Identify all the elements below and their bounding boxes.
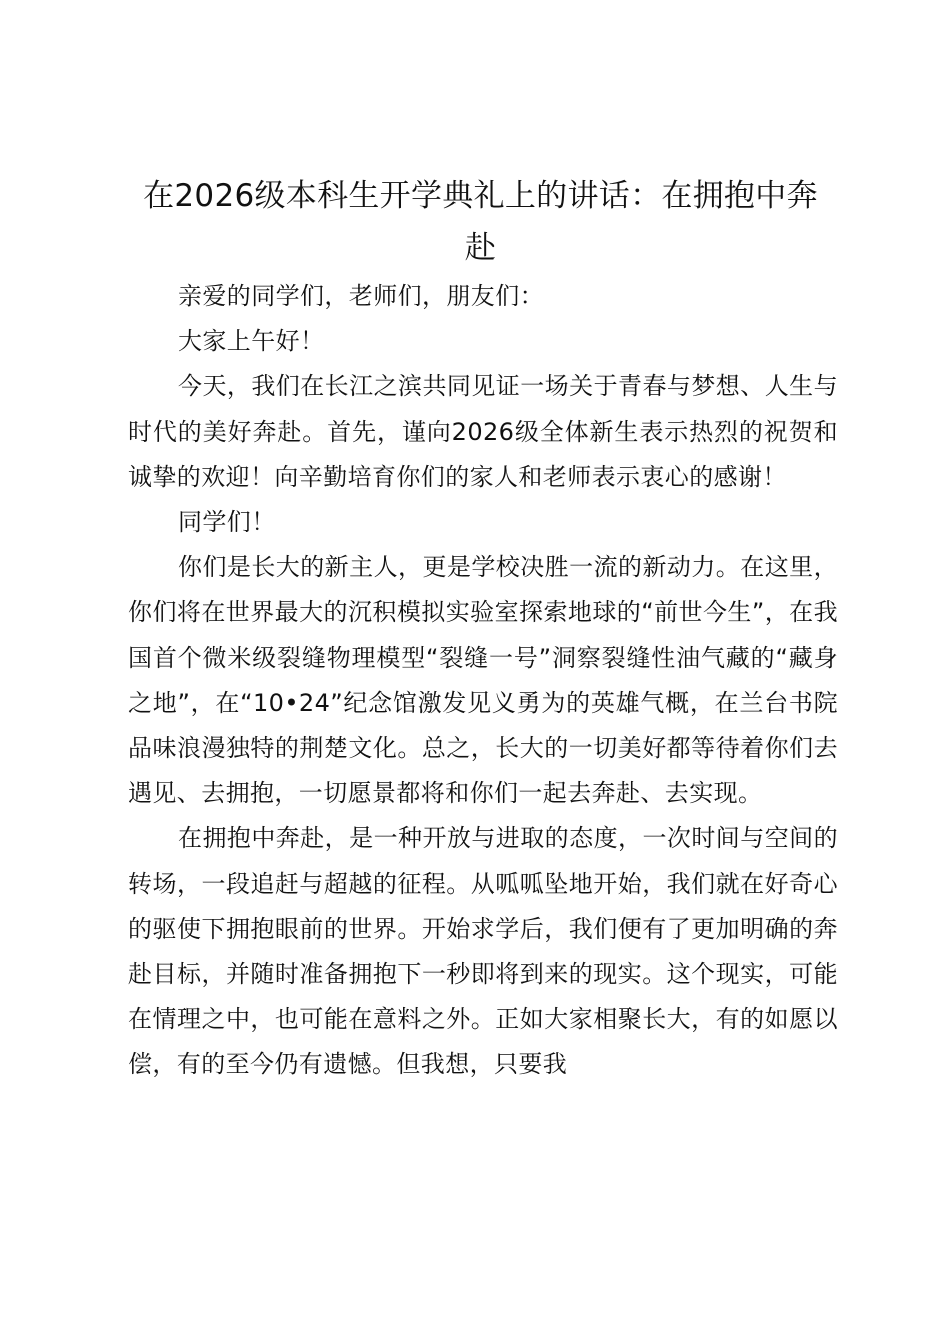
paragraph-greeting: 大家上午好！ [178, 327, 325, 356]
paragraph-new-masters: 你们是长大的新主人，更是学校决胜一流的新动力。在这里，你们将在世界最大的沉积模拟实验室探索地球的“前世今生”，在我国首个微米级裂缝物理模型“裂缝一号”洞察裂缝性油气藏的“藏身之地”，在“10•24”纪念馆激发见义勇为的英雄气概，在兰台书院品味浪漫独特的荆楚文化。总之，长大的一切美好都等待着你们去遇见、去拥抱，一切愿景都将和你们一起去奔赴、去实现。 [128, 553, 838, 808]
paragraph-welcome: 今天，我们在长江之滨共同见证一场关于青春与梦想、人生与时代的美好奔赴。首先，谨向2026级全体新生表示热烈的祝贺和诚挚的欢迎！向辛勤培育你们的家人和老师表示衷心的感谢！ [128, 372, 838, 491]
document-title: 在2026级本科生开学典礼上的讲话：在拥抱中奔赴 [143, 178, 818, 266]
paragraph-address: 同学们！ [178, 508, 276, 537]
document-body [128, 170, 838, 1088]
paragraph-embrace: 在拥抱中奔赴，是一种开放与进取的态度，一次时间与空间的转场，一段追赶与超越的征程。从呱呱坠地开始，我们就在好奇心的驱使下拥抱眼前的世界。开始求学后，我们便有了更加明确的奔赴目标，并随时准备拥抱下一秒即将到来的现实。这个现实，可能在情理之中，也可能在意料之外。正如大家相聚长大，有的如愿以偿，有的至今仍有遗憾。但我想，只要我 [128, 824, 838, 1079]
paragraph-salutation: 亲爱的同学们，老师们，朋友们： [178, 282, 544, 310]
